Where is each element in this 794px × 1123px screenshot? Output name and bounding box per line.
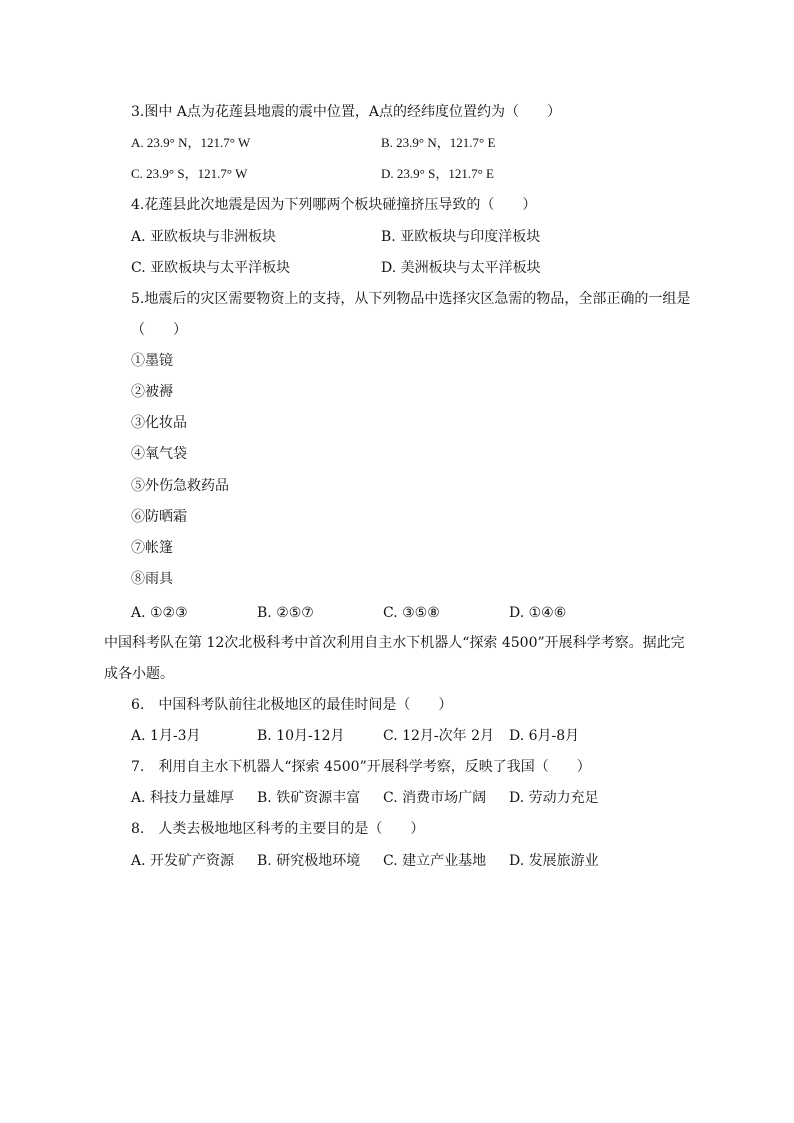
question-7-option-d: D. 劳动力充足: [509, 790, 599, 806]
question-5-option-d: D. ①④⑥: [509, 605, 567, 621]
question-5-item-5: ⑤外伤急救药品: [131, 478, 229, 494]
question-4-option-a: A. 亚欧板块与非洲板块: [131, 229, 277, 245]
question-6-option-d: D. 6月-8月: [509, 728, 580, 744]
question-5-option-b: B. ②⑤⑦: [257, 605, 314, 621]
question-5-item-3: ③化妆品: [131, 415, 187, 431]
question-6-option-c: C. 12月-次年 2月: [383, 728, 495, 744]
question-5-item-8: ⑧雨具: [131, 571, 173, 587]
question-7-option-c: C. 消费市场广阔: [383, 790, 487, 806]
question-8-option-d: D. 发展旅游业: [509, 853, 599, 869]
question-5-stem: 5.地震后的灾区需要物资上的支持，从下列物品中选择灾区急需的物品，全部正确的一组是: [131, 291, 691, 307]
question-5-option-a: A. ①②③: [131, 605, 188, 621]
question-5-item-2: ②被褥: [131, 384, 173, 400]
question-5-item-4: ④氧气袋: [131, 446, 187, 462]
question-4-option-b: B. 亚欧板块与印度洋板块: [381, 229, 541, 245]
question-3-option-b: B. 23.9° N，121.7° E: [381, 135, 496, 150]
question-8-option-b: B. 研究极地环境: [257, 853, 361, 869]
question-3-option-d: D. 23.9° S，121.7° E: [381, 166, 494, 181]
question-5-option-c: C. ③⑤⑧: [383, 605, 440, 621]
question-6-stem: 6. 中国科考队前往北极地区的最佳时间是（ ）: [131, 697, 453, 713]
question-7-option-a: A. 科技力量雄厚: [131, 790, 235, 806]
question-7-option-b: B. 铁矿资源丰富: [257, 790, 361, 806]
question-5-stem-continued: （ ）: [131, 322, 187, 338]
question-8-option-c: C. 建立产业基地: [383, 853, 487, 869]
question-5-item-6: ⑥防晒霜: [131, 509, 187, 525]
question-8-stem: 8. 人类去极地地区科考的主要目的是（ ）: [131, 821, 425, 837]
intro-paragraph-line-2: 成各小题。: [104, 666, 174, 682]
question-7-stem: 7. 利用自主水下机器人“探索 4500”开展科学考察，反映了我国（ ）: [131, 759, 591, 775]
question-5-item-7: ⑦帐篷: [131, 540, 173, 556]
question-3-stem: 3.图中 A点为花莲县地震的震中位置，A点的经纬度位置约为（ ）: [131, 104, 562, 120]
question-8-option-a: A. 开发矿产资源: [131, 853, 235, 869]
question-4-stem: 4.花莲县此次地震是因为下列哪两个板块碰撞挤压导致的（ ）: [131, 197, 537, 213]
question-4-option-c: C. 亚欧板块与太平洋板块: [131, 260, 291, 276]
intro-paragraph-line-1: 中国科考队在第 12次北极科考中首次利用自主水下机器人“探索 4500”开展科学考察。据此完: [104, 635, 685, 651]
question-3-option-a: A. 23.9° N，121.7° W: [131, 135, 251, 150]
question-4-option-d: D. 美洲板块与太平洋板块: [381, 260, 541, 276]
question-6-option-a: A. 1月-3月: [131, 728, 201, 744]
question-6-option-b: B. 10月-12月: [257, 728, 345, 744]
question-3-option-c: C. 23.9° S，121.7° W: [131, 166, 248, 181]
question-5-item-1: ①墨镜: [131, 353, 173, 369]
